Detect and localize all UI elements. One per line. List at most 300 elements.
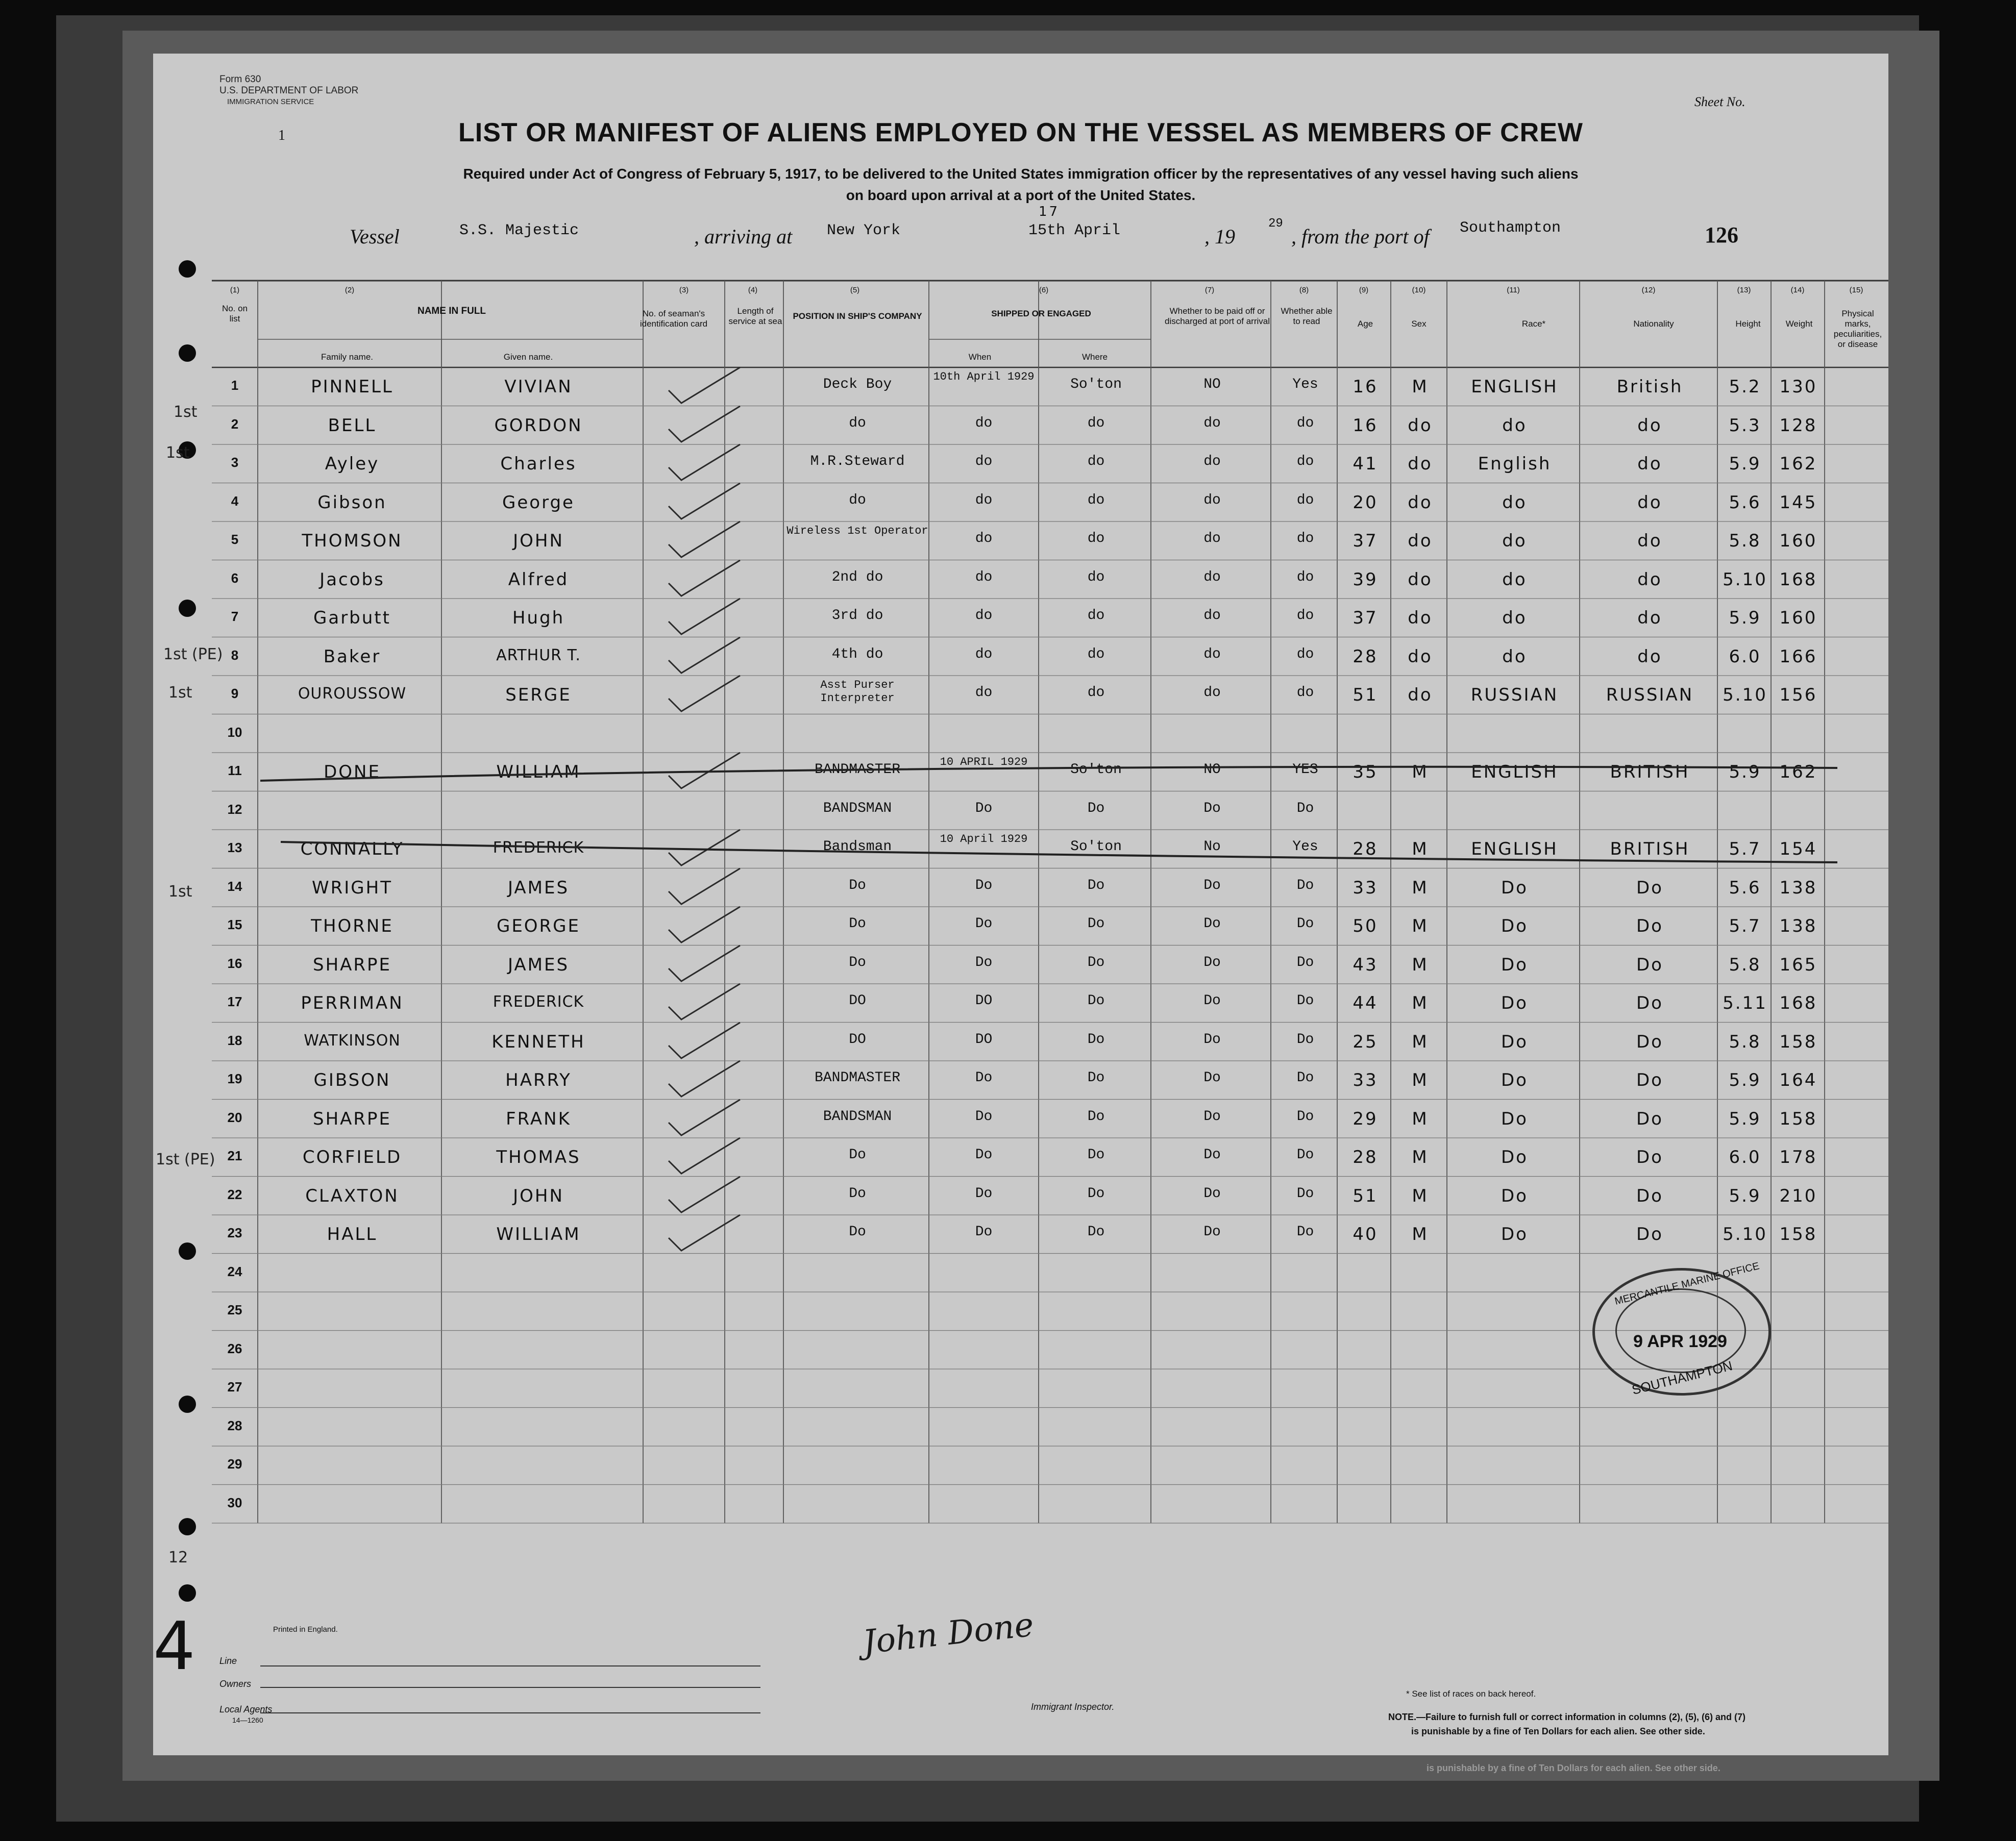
shipped-where-cell: Do [1087,1108,1105,1125]
row-number: 2 [231,416,239,432]
stamp-date: 9 APR 1929 [1633,1332,1727,1351]
shipped-when-cell: do [975,454,993,469]
height-cell: 5.9 [1729,454,1761,474]
margin-note-row-7: 1st (PE) [163,645,223,663]
height-cell: 5.9 [1729,1108,1761,1129]
shipped-when-cell: do [975,685,993,701]
header-sex: Sex [1411,319,1427,329]
able-read-cell: Do [1296,1031,1314,1048]
paid-off-cell: Do [1203,1185,1221,1202]
sex-cell: do [1408,531,1433,551]
shipped-when-cell: Do [975,1108,993,1125]
nationality-cell: Do [1636,1147,1663,1167]
age-cell: 40 [1353,1224,1378,1245]
paid-off-cell: do [1203,531,1221,546]
able-read-cell: Do [1296,916,1314,932]
weight-cell: 138 [1779,916,1817,936]
given-name-cell: JAMES [507,877,570,898]
family-name-cell: GIBSON [313,1070,391,1090]
row-number: 26 [227,1340,242,1356]
form-code: 14—1260 [232,1716,263,1724]
race-cell: do [1502,415,1527,436]
shipped-when-cell: Do [975,877,993,893]
weight-cell: 178 [1779,1147,1817,1167]
year: 29 [1268,217,1283,231]
note-line-2: is punishable by a fine of Ten Dollars for each alien. See other side. [1411,1726,1705,1736]
sex-cell: M [1412,762,1429,782]
shipped-where-cell: Do [1087,1185,1105,1202]
able-read-cell: do [1296,569,1314,585]
shipped-where-cell: Do [1087,993,1105,1009]
given-name-cell: Alfred [508,569,569,590]
age-cell: 33 [1353,877,1378,898]
family-name-cell: BELL [328,415,377,436]
height-cell: 5.8 [1729,531,1761,551]
margin-note-row-1: 1st [174,403,198,421]
position-cell: BANDSMAN [823,1108,892,1125]
subtitle-line-2: on board upon arrival at a port of the United States. [846,187,1196,203]
header-when: When [968,352,992,362]
given-name-cell: WILLIAM [496,762,581,782]
punch-hole [179,260,196,278]
shipped-where-cell: Do [1087,877,1105,893]
given-name-cell: SERGE [505,685,572,705]
weight-cell: 138 [1779,877,1817,898]
header-height: Height [1735,319,1761,329]
nationality-cell: Do [1636,1224,1663,1245]
weight-cell: 145 [1779,492,1817,513]
header-nationality: Nationality [1633,319,1674,329]
race-cell: Do [1501,954,1528,975]
column-number: (3) [679,286,689,294]
nationality-cell: do [1637,646,1662,667]
height-cell: 5.8 [1729,954,1761,975]
header-position: POSITION IN SHIP'S COMPANY [793,311,922,321]
race-cell: do [1502,492,1527,513]
given-name-cell: GORDON [494,415,583,436]
sex-cell: do [1408,685,1433,705]
given-name-cell: JOHN [513,531,564,551]
able-read-cell: Do [1296,1185,1314,1202]
height-cell: 6.0 [1729,1147,1761,1167]
punch-hole [179,1518,196,1535]
column-number: (5) [850,286,860,294]
paid-off-cell: Do [1203,1108,1221,1125]
shipped-where-cell: do [1087,646,1105,662]
race-cell: English [1478,454,1552,474]
punch-hole [179,1242,196,1260]
nationality-cell: Do [1636,916,1663,936]
shipped-when-cell: do [975,492,993,508]
shipped-where-cell: Do [1087,916,1105,932]
weight-cell: 156 [1779,685,1817,705]
given-name-cell: Charles [500,454,577,474]
row-number: 4 [231,493,239,509]
position-cell: Deck Boy [823,377,892,392]
height-cell: 5.7 [1729,839,1761,859]
column-number: (1) [230,286,240,294]
header-marks: Physical marks, peculiarities, or disease [1833,309,1882,349]
position-cell: Do [849,916,866,932]
nationality-cell: do [1637,531,1662,551]
sex-cell: do [1408,454,1433,474]
position-cell: BANDSMAN [823,800,892,816]
weight-cell: 130 [1779,377,1817,397]
paid-off-cell: NO [1203,377,1221,392]
shipped-where-cell: do [1087,685,1105,701]
age-cell: 37 [1353,608,1378,628]
position-cell: BANDMASTER [814,1070,901,1086]
shipped-where-cell: do [1087,569,1105,585]
age-cell: 25 [1353,1031,1378,1052]
family-name-cell: SHARPE [312,1108,392,1129]
race-cell: Do [1501,1185,1528,1206]
family-name-cell: PINNELL [311,377,394,397]
row-number: 24 [227,1263,242,1279]
sex-cell: do [1408,492,1433,513]
row-number: 19 [227,1071,242,1086]
shipped-when-cell: do [975,646,993,662]
header-length-service: Length of service at sea [728,306,782,326]
shipped-where-cell: do [1087,492,1105,508]
race-cell: Do [1501,1224,1528,1245]
shipped-when-cell: do [975,531,993,546]
weight-cell: 168 [1779,993,1817,1013]
manifest-page [153,54,1888,1755]
weight-cell: 160 [1779,608,1817,628]
shipped-when-cell: do [975,569,993,585]
age-cell: 37 [1353,531,1378,551]
able-read-cell: Do [1296,1147,1314,1163]
shipped-when-cell: DO [975,1031,993,1048]
position-cell: do [849,492,866,508]
nationality-cell: do [1637,415,1662,436]
age-cell: 28 [1353,646,1378,667]
family-name-cell: OUROUSSOW [298,685,407,703]
shipped-when-cell: 10th April 1929 [933,370,1035,383]
races-note: * See list of races on back hereof. [1406,1689,1536,1699]
punch-hole [179,344,196,362]
paid-off-cell: Do [1203,916,1221,932]
height-cell: 5.3 [1729,415,1761,436]
race-cell: do [1502,646,1527,667]
race-cell: Do [1501,993,1528,1013]
height-cell: 6.0 [1729,646,1761,667]
column-number: (15) [1849,286,1863,294]
sex-cell: M [1412,839,1429,859]
race-cell: do [1502,531,1527,551]
column-number: (6) [1039,286,1049,294]
margin-note-row-30: 12 [168,1549,188,1566]
position-cell: 2nd do [831,569,883,585]
position-cell: Do [849,1224,866,1240]
given-name-cell: JAMES [507,954,570,975]
footer-rules [260,1656,771,1717]
age-cell: 28 [1353,839,1378,859]
nationality-cell: Do [1636,877,1663,898]
nationality-cell: BRITISH [1610,762,1690,782]
punch-hole [179,1396,196,1413]
family-name-cell: CORFIELD [302,1147,402,1167]
sex-cell: M [1412,954,1429,975]
row-number: 16 [227,955,242,971]
height-cell: 5.9 [1729,762,1761,782]
sex-cell: do [1408,646,1433,667]
given-name-cell: KENNETH [491,1031,585,1052]
height-cell: 5.10 [1723,1224,1767,1245]
age-cell: 41 [1353,454,1378,474]
line-label: Line [219,1656,237,1666]
given-name-cell: GEORGE [496,916,581,936]
back-page-note: is punishable by a fine of Ten Dollars for each alien. See other side. [1427,1763,1720,1773]
family-name-cell: THORNE [311,916,394,936]
able-read-cell: do [1296,685,1314,701]
able-read-cell: do [1296,454,1314,469]
height-cell: 5.9 [1729,608,1761,628]
able-read-cell: Do [1296,954,1314,971]
row-number: 8 [231,647,239,663]
weight-cell: 158 [1779,1224,1817,1245]
age-cell: 44 [1353,993,1378,1013]
family-name-cell: Jacobs [319,569,385,590]
large-handwritten-mark: 4 [153,1607,195,1685]
family-name-cell: PERRIMAN [301,993,404,1013]
row-number: 6 [231,570,239,586]
weight-cell: 165 [1779,954,1817,975]
column-number: (11) [1507,286,1520,294]
family-name-cell: HALL [327,1224,378,1245]
nationality-cell: BRITISH [1610,839,1690,859]
shipped-when-cell: Do [975,1147,993,1163]
row-number: 12 [227,801,242,817]
shipped-where-cell: do [1087,608,1105,624]
family-name-cell: Garbutt [313,608,391,628]
age-cell: 35 [1353,762,1378,782]
shipped-where-cell: Do [1087,1031,1105,1048]
nationality-cell: British [1616,377,1683,397]
position-cell: Do [849,954,866,971]
nationality-cell: Do [1636,1108,1663,1129]
shipped-when-cell: DO [975,993,993,1009]
able-read-cell: do [1296,492,1314,508]
row-number: 17 [227,994,242,1009]
shipped-when-cell: do [975,608,993,624]
paid-off-cell: do [1203,608,1221,624]
age-cell: 33 [1353,1070,1378,1090]
column-number: (7) [1204,286,1215,294]
able-read-cell: do [1296,608,1314,624]
row-number: 5 [231,532,239,547]
age-cell: 29 [1353,1108,1378,1129]
row-number: 13 [227,840,242,855]
shipped-where-cell: Do [1087,1147,1105,1163]
shipped-when-cell: do [975,415,993,431]
stamp-top-text: MERCANTILE MARINE OFFICE [1613,1260,1761,1307]
shipped-where-cell: Do [1087,800,1105,816]
shipped-when-cell: 10 APRIL 1929 [940,756,1028,768]
margin-note-row-2: 1st [166,444,190,462]
race-cell: Do [1501,1108,1528,1129]
sheet-number-label: Sheet No. [1694,94,1745,109]
family-name-cell: THOMSON [302,531,403,551]
race-cell: ENGLISH [1471,839,1558,859]
header-family-name: Family name. [321,352,374,362]
row-number: 1 [231,378,239,393]
sex-cell: do [1408,415,1433,436]
weight-cell: 154 [1779,839,1817,859]
header-age: Age [1357,319,1373,329]
sex-cell: M [1412,1147,1429,1167]
paid-off-cell: Do [1203,1031,1221,1048]
nationality-cell: RUSSIAN [1606,685,1694,705]
service-label: IMMIGRATION SERVICE [227,97,314,106]
date-correction: 17 [1039,204,1060,219]
position-cell: BANDMASTER [814,762,901,778]
note-line-1: NOTE.—Failure to furnish full or correct information in columns (2), (5), (6) and (7) [1388,1712,1746,1722]
family-name-cell: WRIGHT [312,877,392,898]
given-name-cell: THOMAS [496,1147,581,1167]
strike-lines [153,54,1888,1755]
nationality-cell: Do [1636,954,1663,975]
age-cell: 51 [1353,1185,1378,1206]
height-cell: 5.6 [1729,492,1761,513]
age-cell: 16 [1353,415,1378,436]
height-cell: 5.9 [1729,1070,1761,1090]
header-id-card: No. of seaman's identification card [640,309,708,329]
able-read-cell: Do [1296,1070,1314,1086]
punch-hole [179,1584,196,1602]
sex-cell: M [1412,1224,1429,1245]
header-given-name: Given name. [503,352,553,362]
row-number: 11 [228,763,242,778]
position-cell: Wireless 1st Operator [786,525,928,537]
nationality-cell: Do [1636,1031,1663,1052]
shipped-where-cell: do [1087,415,1105,431]
departure-port: Southampton [1460,219,1561,237]
row-number: 23 [227,1225,242,1240]
inspector-signature: John Done [861,1606,1036,1662]
row-number: 21 [227,1148,242,1163]
height-cell: 5.10 [1723,569,1767,590]
weight-cell: 158 [1779,1108,1817,1129]
paid-off-cell: Do [1203,1147,1221,1163]
height-cell: 5.10 [1723,685,1767,705]
age-cell: 16 [1353,377,1378,397]
paid-off-cell: NO [1203,762,1221,778]
height-cell: 5.9 [1729,1185,1761,1206]
row-number: 25 [227,1302,242,1317]
able-read-cell: do [1296,415,1314,431]
shipped-where-cell: do [1087,531,1105,546]
age-cell: 39 [1353,569,1378,590]
height-cell: 5.6 [1729,877,1761,898]
column-number: (14) [1790,286,1805,294]
shipped-where-cell: So'ton [1070,762,1122,778]
row-number: 28 [227,1417,242,1433]
given-name-cell: Hugh [512,608,565,628]
shipped-where-cell: Do [1087,1070,1105,1086]
row-number: 27 [227,1379,242,1395]
header-paid-off: Whether to be paid off or discharged at port of arrival [1165,306,1270,326]
shipped-where-cell: Do [1087,954,1105,971]
shipped-when-cell: Do [975,1070,993,1086]
paid-off-cell: do [1203,454,1221,469]
given-name-cell: ARTHUR T. [496,646,581,664]
family-name-cell: Gibson [317,492,387,513]
shipped-when-cell: Do [975,916,993,932]
paid-off-cell: Do [1203,954,1221,971]
family-name-cell: WATKINSON [304,1031,401,1050]
arriving-label: , arriving at [694,225,793,248]
position-cell: Bandsman [823,839,892,855]
arrival-port: New York [827,222,901,239]
position-cell: DO [849,993,866,1009]
shipped-when-cell: Do [975,800,993,816]
paid-off-cell: Do [1203,800,1221,816]
weight-cell: 128 [1779,415,1817,436]
race-cell: Do [1501,1031,1528,1052]
weight-cell: 164 [1779,1070,1817,1090]
shipped-when-cell: Do [975,1224,993,1240]
sex-cell: do [1408,608,1433,628]
position-cell: do [849,415,866,431]
paid-off-cell: do [1203,492,1221,508]
able-read-cell: do [1296,531,1314,546]
header-shipped: SHIPPED OR ENGAGED [991,309,1091,318]
column-number: (4) [748,286,758,294]
nationality-cell: Do [1636,1070,1663,1090]
column-number: (10) [1412,286,1426,294]
header-able-read: Whether able to read [1281,306,1333,326]
shipped-when-cell: Do [975,954,993,971]
race-cell: do [1502,608,1527,628]
able-read-cell: Yes [1292,839,1318,855]
able-read-cell: YES [1292,762,1318,778]
position-cell: Do [849,1185,866,1202]
age-cell: 51 [1353,685,1378,705]
printed-in-england: Printed in England. [273,1625,338,1634]
given-name-cell: FRANK [506,1108,571,1129]
header-name-in-full: NAME IN FULL [417,306,486,316]
age-cell: 28 [1353,1147,1378,1167]
position-cell: Asst Purser Interpreter [820,679,895,705]
weight-cell: 162 [1779,762,1817,782]
able-read-cell: Do [1296,800,1314,816]
manifest-title: LIST OR MANIFEST OF ALIENS EMPLOYED ON THE VESSEL AS MEMBERS OF CREW [458,118,1583,147]
row-number: 3 [231,455,239,470]
able-read-cell: Yes [1292,377,1318,392]
family-name-cell: DONE [324,762,381,782]
column-number: (12) [1641,286,1656,294]
nationality-cell: do [1637,492,1662,513]
position-cell: 4th do [831,646,883,662]
sex-cell: M [1412,377,1429,397]
weight-cell: 158 [1779,1031,1817,1052]
paid-off-cell: do [1203,415,1221,431]
row-number: 10 [227,724,242,740]
row-number: 15 [227,917,242,932]
corner-mark: 1 [278,128,285,143]
sex-cell: do [1408,569,1433,590]
weight-cell: 210 [1779,1185,1817,1206]
vessel-name: S.S. Majestic [459,222,579,239]
arrival-date: 15th April [1028,222,1121,239]
able-read-cell: Do [1296,1108,1314,1125]
nationality-cell: do [1637,569,1662,590]
row-number: 29 [227,1456,242,1472]
shipped-where-cell: Do [1087,1224,1105,1240]
paid-off-cell: Do [1203,1224,1221,1240]
